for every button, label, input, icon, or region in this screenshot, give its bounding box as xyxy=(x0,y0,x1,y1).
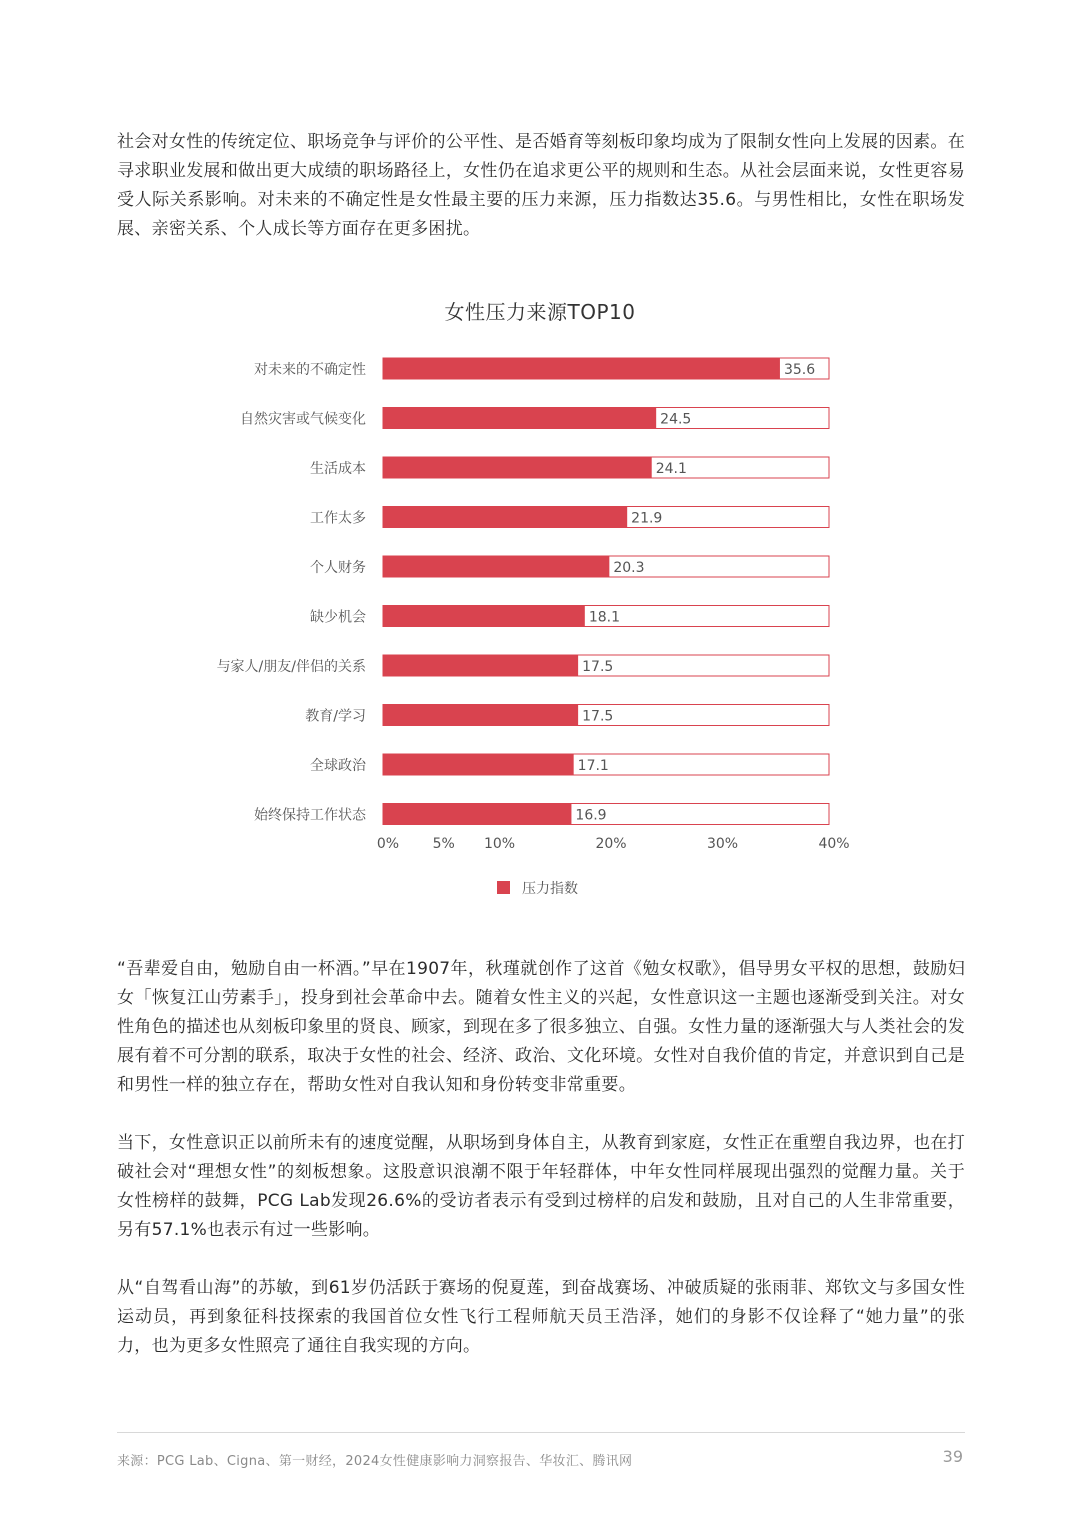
bar xyxy=(383,358,780,379)
legend-swatch xyxy=(497,881,510,894)
category-label: 对未来的不确定性 xyxy=(254,362,366,378)
category-label: 个人财务 xyxy=(310,560,366,576)
chart-title: 女性压力来源TOP10 xyxy=(444,300,636,324)
category-label: 工作太多 xyxy=(310,510,366,527)
data-label: 17.1 xyxy=(577,758,609,774)
category-label: 教育/学习 xyxy=(305,708,366,725)
data-label: 20.3 xyxy=(613,560,645,576)
history-paragraph: “吾辈爱自由，勉励自由一杯酒。”早在1907年，秋瑾就创作了这首《勉女权歌》，倡导男女平权的思想，鼓励妇女「恢复江山劳素手」，投身到社会革命中去。随着女性主义的兴起，女性意识这一主题也逐渐受到关注。对女性角色的描述也从刻板印象里的贤良、顾家，到现在多了很多独立、自强。女性力量的逐渐强大与人类社会的发展有着不可分割的联系，取决于女性的社会、经济、政治、文化环境。女性对自我价值的肯定，并意识到自己是和男性一样的独立存在，帮助女性对自我认知和身份转变非常重要。 xyxy=(117,959,965,1095)
data-label: 17.5 xyxy=(582,659,614,675)
bar xyxy=(383,754,574,775)
page-number: 39 xyxy=(942,1447,963,1466)
bar xyxy=(383,705,578,726)
category-label: 生活成本 xyxy=(310,461,366,477)
role-models-paragraph: 从“自驾看山海”的苏敏，到61岁仍活跃于赛场的倪夏莲，到奋战赛场、冲破质疑的张雨菲、郑钦文与多国女性运动员，再到象征科技探索的我国首位女性飞行工程师航天员王浩泽，她们的身影不仅诠释了“她力量”的张力，也为更多女性照亮了通往自我实现的方向。 xyxy=(117,1278,965,1356)
category-label: 自然灾害或气候变化 xyxy=(240,411,366,428)
awakening-paragraph: 当下，女性意识正以前所未有的速度觉醒，从职场到身体自主，从教育到家庭，女性正在重塑自我边界，也在打破社会对“理想女性”的刻板想象。这股意识浪潮不限于年轻群体，中年女性同样展现出强烈的觉醒力量。关于女性榜样的鼓舞，PCG Lab发现26.6%的受访者表示有受到过榜样的启发和鼓励，且对自己的人生非常重要，另有57.1%也表示有过一些影响。 xyxy=(117,1133,965,1240)
legend-label: 压力指数 xyxy=(522,881,578,897)
data-label: 21.9 xyxy=(631,510,663,527)
data-label: 18.1 xyxy=(588,609,620,626)
bar xyxy=(383,556,609,577)
x-tick-label: 30% xyxy=(706,836,739,852)
bar xyxy=(383,655,578,676)
intro-paragraph: 社会对女性的传统定位、职场竞争与评价的公平性、是否婚育等刻板印象均成为了限制女性向上发展的因素。在寻求职业发展和做出更大成绩的职场路径上，女性仍在追求更公平的规则和生态。从社会层面来说，女性更容易受人际关系影响。对未来的不确定性是女性最主要的压力来源，压力指数达35.6。与男性相比，女性在职场发展、亲密关系、个人成长等方面存在更多困扰。 xyxy=(117,132,965,239)
x-tick-label: 0% xyxy=(376,836,400,852)
x-tick-label: 40% xyxy=(818,836,850,852)
data-label: 17.5 xyxy=(582,708,614,725)
category-label: 缺少机会 xyxy=(310,609,366,626)
x-tick-label: 20% xyxy=(595,836,627,852)
category-label: 全球政治 xyxy=(310,758,366,774)
data-label: 35.6 xyxy=(783,362,816,378)
data-label: 24.1 xyxy=(655,461,687,477)
category-label: 与家人/朋友/伴侣的关系 xyxy=(216,659,366,675)
bar xyxy=(383,408,656,429)
x-tick-label: 10% xyxy=(483,836,516,852)
data-label: 24.5 xyxy=(660,411,692,428)
category-label: 始终保持工作状态 xyxy=(254,807,366,824)
data-label: 16.9 xyxy=(575,807,607,824)
x-tick-label: 5% xyxy=(432,836,455,852)
bar xyxy=(383,606,585,627)
bar xyxy=(383,804,571,825)
footer-divider xyxy=(117,1432,965,1433)
bar xyxy=(383,457,652,478)
footer-source: 来源：PCG Lab、Cigna、第一财经，2024女性健康影响力洞察报告、华妆汇、腾讯网 xyxy=(117,1454,633,1469)
stress-source-bar-chart xyxy=(0,340,1080,920)
bar xyxy=(383,507,627,528)
